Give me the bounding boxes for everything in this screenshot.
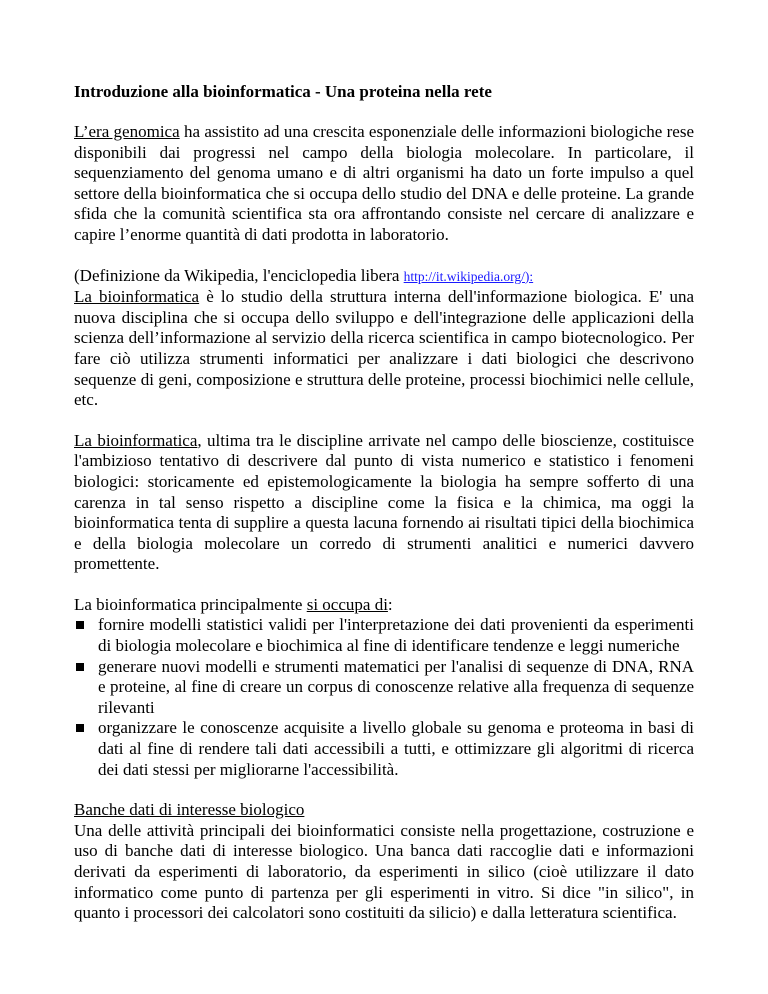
section-heading xyxy=(74,800,694,821)
paragraph-text: ha assistito ad una crescita esponenziale delle informazioni biologiche rese disponibili dai progressi nel campo della biologia molecolare. In particolare, il sequenziamento del genoma umano e di altri organismi ha dato un forte impulso a quel settore della bioinformatica che si occupa dello studio del DNA e delle proteine. La grande sfida che la comunità scientifica sta ora affrontando consiste nel cercare di analizzare e capire l’enorme quantità di dati prodotta in laboratorio. xyxy=(74,122,694,244)
document-title: Introduzione alla bioinformatica - Una proteina nella rete xyxy=(74,82,492,101)
list-item-text: fornire modelli statistici validi per l'interpretazione dei dati provenienti da esperimenti di biologia molecolare e biochimica al fine di identificare tendenze e leggi numeriche xyxy=(98,615,694,656)
paragraph-genomic-era xyxy=(74,122,694,246)
paragraph-text: , ultima tra le discipline arrivate nel campo delle bioscienze, costituisce l'ambizioso tentativo di descrivere dal punto di vista numerico e statistico i fenomeni biologici: storicamente ed epistemologicamente la biologia ha sempre sofferto di una carenza in tal senso rispetto a discipline come la fisica e la chimica, ma oggi la bioinformatica tenta di supplire a questa lacuna fornendo ai risultati tipici della biochimica e della biologia molecolare un corredo di strumenti analitici e numerici davvero promettente. xyxy=(74,430,694,574)
paragraph-definition xyxy=(74,266,694,411)
list-item xyxy=(74,718,694,780)
wikipedia-link[interactable]: http://it.wikipedia.org/): xyxy=(403,268,534,284)
list-item-text: organizzare le conoscenze acquisite a livello globale su genoma e proteoma in basi di dati al fine di rendere tali dati accessibili a tutti, e ottimizzare gli algoritmi di ricerca dei dati stessi per migliorarne l'accessibilità. xyxy=(98,718,694,779)
square-bullet-icon xyxy=(76,724,84,732)
definition-intro: (Definizione da Wikipedia, l'enciclopedia libera xyxy=(74,265,404,285)
list-item xyxy=(74,657,694,719)
era-genomica-link[interactable]: L’era genomica xyxy=(74,122,180,141)
tasks-intro-text: La bioinformatica principalmente xyxy=(74,594,307,614)
paragraph-databases: Una delle attività principali dei bioinformatici consiste nella progettazione, costruzione e uso di banche dati di interesse biologico. Una banca dati raccoglie dati e informazioni derivati da esperimenti di laboratorio, da esperimenti in silico (cioè utilizzare il dato informatico come punto di partenza per gli esperimenti in vitro. Si dice "in silico", in quanto i processori dei calcolatori sono costituiti da silicio) e dalla letteratura scientifica. xyxy=(74,820,694,923)
banche-dati-link[interactable]: Banche dati di interesse biologico xyxy=(74,800,305,820)
bioinformatica-term-link[interactable]: La bioinformatica xyxy=(74,287,200,307)
paragraph-ambition xyxy=(74,431,694,575)
square-bullet-icon xyxy=(76,663,84,671)
si-occupa-di-link[interactable]: si occupa di xyxy=(306,594,388,614)
tasks-intro-colon: : xyxy=(387,594,393,614)
list-item xyxy=(74,615,694,656)
document-page xyxy=(74,82,694,924)
paragraph-text: è lo studio della struttura interna dell'informazione biologica. E' una nuova disciplina che si occupa dello sviluppo e dell'integrazione delle applicazioni della scienza dell’informazione al servizio della ricerca scientifica in campo biotecnologico. Per fare ciò utilizza strumenti informatici per analizzare i dati biologici che descrivono sequenze di geni, composizione e struttura delle proteine, processi biochimici nelle cellule, etc. xyxy=(74,287,694,410)
paragraph-tasks-intro xyxy=(74,595,694,616)
bioinformatica-term-link-2[interactable]: La bioinformatica xyxy=(74,430,198,450)
list-item-text: generare nuovi modelli e strumenti matematici per l'analisi di sequenze di DNA, RNA e proteine, al fine di creare un corpus di conoscenze relative alla frequenza di sequenze rilevanti xyxy=(98,656,694,717)
tasks-list xyxy=(74,615,694,780)
square-bullet-icon xyxy=(76,621,84,629)
